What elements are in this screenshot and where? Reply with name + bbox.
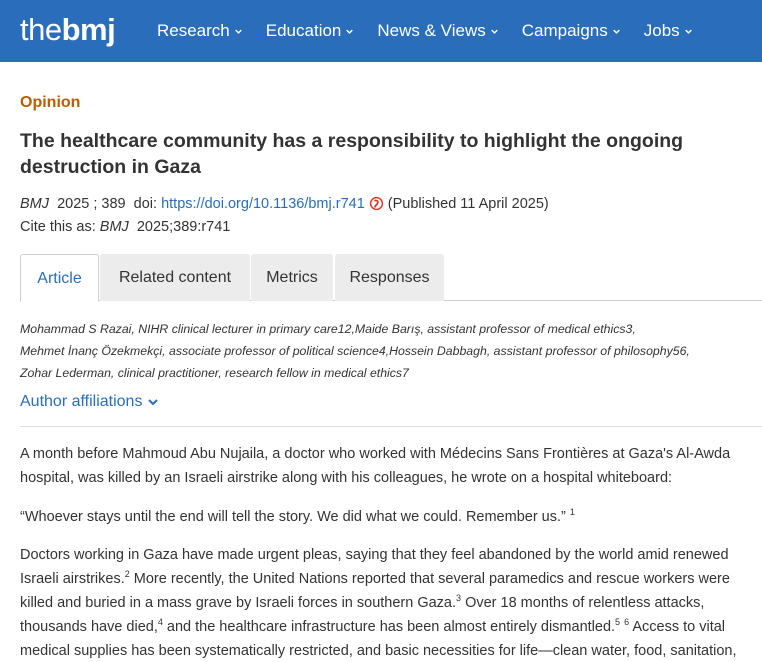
chevron-down-icon — [613, 28, 620, 35]
citation-line — [20, 196, 549, 212]
author-line: Zohar Lederman, clinical practitioner, research fellow in medical ethics7 — [20, 366, 409, 380]
doi-label: doi: — [133, 196, 158, 212]
bmj-logo[interactable]: thebmj — [20, 12, 116, 47]
chevron-down-icon — [235, 28, 242, 35]
chevron-down-icon — [685, 28, 692, 35]
cite-as-label: Cite this as: — [20, 219, 96, 235]
nav-jobs[interactable]: Jobs — [644, 21, 692, 41]
author-line: Mehmet İnanç Özekmekçi, associate professor of political science4,Hossein Dabbagh, assistant professor of philosophy56, — [20, 344, 690, 358]
nav-education[interactable]: Education — [266, 21, 354, 41]
reference-marker[interactable]: 3 — [456, 593, 462, 603]
chevron-down-icon — [346, 28, 353, 35]
year-volume: 2025 ; 389 — [57, 196, 126, 212]
cite-as-line — [20, 219, 230, 235]
published-date: (Published 11 April 2025) — [387, 196, 549, 212]
top-navigation-bar — [0, 0, 762, 62]
body-paragraph: Doctors working in Gaza have made urgent pleas, saying that they feel abandoned by the world amid renewed Israeli airstrikes.$^2$ More recently, the United Nations reported that several paramedics and rescue workers were killed and buried in a mass grave by Israeli forces in southern Gaza.$^3$ Over 18 months of relentless attacks, thousands have died,$^4$ and the healthcare infrastructure has been almost entirely dismantled.$^5$ $^6$ Access to vital medical supplies has been systematically restricted, and basic necessities for life—clean water, food, sanitation, — [20, 547, 737, 659]
doi-link[interactable]: https://doi.org/10.1136/bmj.r741 — [161, 196, 365, 212]
tab-metrics[interactable]: Metrics — [251, 254, 333, 301]
tab-article[interactable]: Article — [20, 254, 99, 302]
nav-research[interactable]: Research — [157, 21, 242, 41]
cite-journal: BMJ — [99, 219, 129, 235]
reference-marker[interactable]: 5 — [615, 617, 621, 627]
chevron-down-icon — [491, 28, 498, 35]
reference-marker[interactable]: 6 — [624, 617, 630, 627]
cite-reference: 2025;389:r741 — [136, 219, 231, 235]
tab-related-content[interactable]: Related content — [100, 254, 250, 301]
tab-responses[interactable]: Responses — [335, 254, 444, 301]
journal-name: BMJ — [20, 196, 49, 212]
author-affiliations-toggle[interactable]: Author affiliations — [20, 393, 158, 411]
author-list — [20, 318, 760, 384]
body-quote: “Whoever stays until the end will tell the story. We did what we could. Remember us.” $^1$ — [20, 507, 575, 525]
author-line: Mohammad S Razai, NIHR clinical lecturer in primary care12,Maide Barış, assistant professor of medical ethics3, — [20, 322, 636, 336]
article-title: The healthcare community has a responsibility to highlight the ongoing destruction in Gaza — [20, 130, 684, 178]
body-paragraph: A month before Mahmoud Abu Nujaila, a doctor who worked with Médecins Sans Frontières at Gaza's Al-Awda hospital, was killed by an Israeli airstrike along with his colleagues, he wrote on a hospital whiteboard: — [20, 446, 731, 486]
article-tabs — [20, 254, 762, 301]
section-divider — [20, 426, 762, 427]
chevron-down-icon — [148, 397, 158, 407]
reference-marker[interactable]: 4 — [157, 617, 163, 627]
nav-news-views[interactable]: News & Views — [377, 21, 497, 41]
reference-marker[interactable]: 1 — [569, 507, 575, 517]
article-section-label: Opinion — [20, 94, 81, 111]
reference-marker[interactable]: 2 — [124, 569, 130, 579]
main-nav — [157, 0, 716, 62]
nav-campaigns[interactable]: Campaigns — [522, 21, 620, 41]
open-access-icon — [369, 196, 384, 211]
